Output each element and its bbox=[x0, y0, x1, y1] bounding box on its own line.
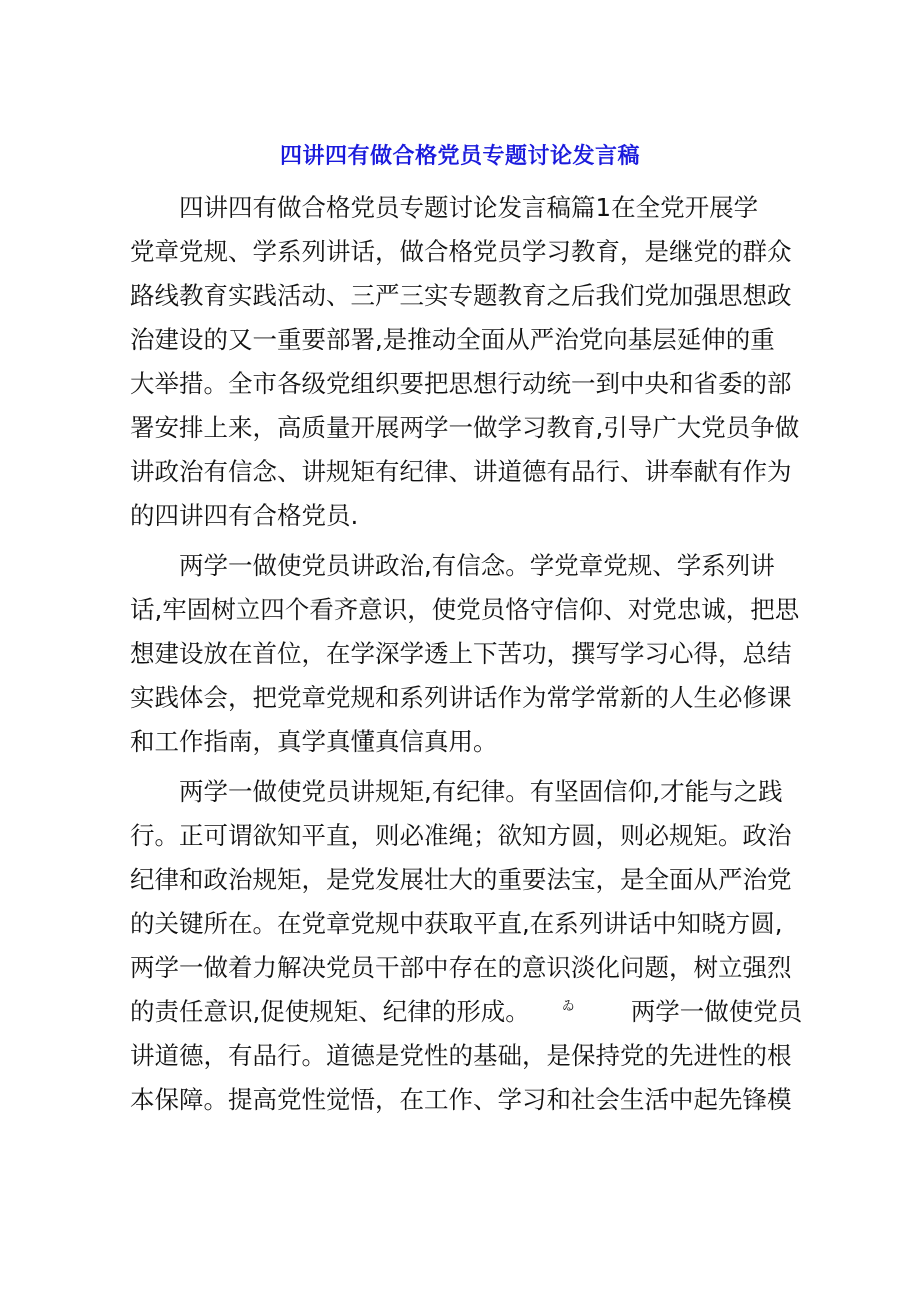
text-line: 讲道德，有品行。道德是党性的基础，是保持党的先进性的根 bbox=[130, 1041, 792, 1070]
text-line: 路线教育实践活动、三严三实专题教育之后我们党加强思想政 bbox=[130, 281, 792, 310]
text-line: 治建设的又一重要部署,是推动全面从严治党向基层延伸的重 bbox=[130, 325, 775, 354]
paragraph-3-last-text: 的责任意识,促使规矩、纪律的形成。 bbox=[130, 997, 530, 1026]
text-line: 大举措。全市各级党组织要把思想行动统一到中央和省委的部 bbox=[130, 369, 792, 398]
text-line: 本保障。提高党性觉悟，在工作、学习和社会生活中起先锋模 bbox=[130, 1085, 792, 1114]
text-line: 讲政治有信念、讲规矩有纪律、讲道德有品行、讲奉献有作为 bbox=[130, 457, 792, 486]
document-body bbox=[130, 186, 810, 1122]
stray-mark-glyph: ゐ bbox=[561, 999, 575, 1014]
paragraph-4 bbox=[130, 1034, 810, 1122]
text-line: 话,牢固树立四个看齐意识，使党员恪守信仰、对党忠诚，把思 bbox=[130, 595, 800, 624]
text-line: 纪律和政治规矩，是党发展壮大的重要法宝，是全面从严治党 bbox=[130, 865, 792, 894]
paragraph-3 bbox=[130, 770, 810, 1034]
text-line: 党章党规、学系列讲话，做合格党员学习教育，是继党的群众 bbox=[130, 237, 792, 266]
text-line: 两学一做使党员讲规矩,有纪律。有坚固信仰,才能与之践 bbox=[130, 777, 783, 806]
text-line: 两学一做使党员讲政治,有信念。学党章党规、学系列讲 bbox=[130, 551, 775, 580]
paragraph-1 bbox=[130, 186, 810, 538]
text-line: 想建设放在首位，在学深学透上下苦功，撰写学习心得，总结 bbox=[130, 639, 792, 668]
text-line: 的四讲四有合格党员. bbox=[130, 501, 359, 530]
text-line: 和工作指南，真学真懂真信真用。 bbox=[130, 727, 498, 756]
text-line: 实践体会，把党章党规和系列讲话作为常学常新的人生必修课 bbox=[130, 683, 792, 712]
text-line: 两学一做着力解决党员干部中存在的意识淡化问题，树立强烈 bbox=[130, 953, 792, 982]
text-line: 署安排上来，高质量开展两学一做学习教育,引导广大党员争做 bbox=[130, 413, 800, 442]
text-line-mixed bbox=[130, 990, 810, 1034]
document-title: 四讲四有做合格党员专题讨论发言稿 bbox=[279, 144, 640, 169]
paragraph-2 bbox=[130, 544, 810, 764]
text-line: 行。正可谓欲知平直，则必准绳；欲知方圆，则必规矩。政治 bbox=[130, 821, 792, 850]
text-line: 四讲四有做合格党员专题讨论发言稿篇1在全党开展学 bbox=[130, 193, 759, 222]
text-line: 的关键所在。在党章党规中获取平直,在系列讲话中知晓方圆, bbox=[130, 909, 783, 938]
paragraph-4-start-text: 两学一做使党员 bbox=[630, 997, 803, 1026]
